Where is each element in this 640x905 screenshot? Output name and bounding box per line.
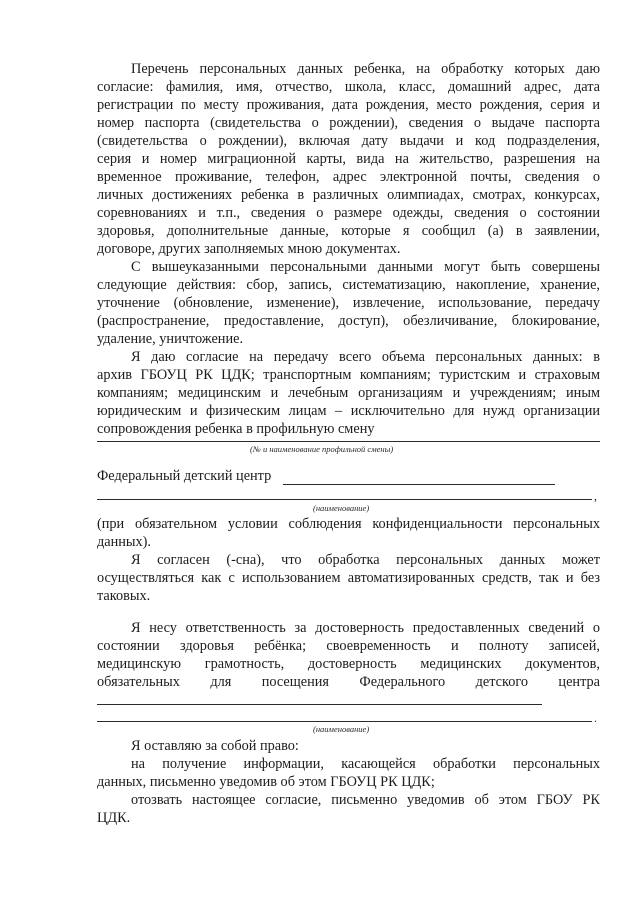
paragraph-1-line: регистрации по месту проживания, дата рождения, место рождения, серия и: [97, 97, 600, 113]
paragraph-7-line: данных, письменно уведомив об этом ГБОУЦ РК ЦДК;: [97, 774, 435, 790]
paragraph-1-line: согласие: фамилия, имя, отчество, школа, класс, домашний адрес, дата: [97, 79, 600, 95]
paragraph-2-line: уточнение (обновление, изменение), извлечение, использование, передачу: [97, 295, 600, 311]
paragraph-6-line: обязательных для посещения Федерального детского центра: [97, 674, 600, 690]
paragraph-7-line: Я оставляю за собой право:: [131, 738, 299, 754]
paragraph-7-line: отозвать настоящее согласие, письменно уведомив об этом ГБОУ РК: [131, 792, 600, 808]
paragraph-1-line: номер паспорта (свидетельства о рождении), сведения о выдаче паспорта: [97, 115, 600, 131]
paragraph-1-line: Перечень персональных данных ребенка, на обработку которых даю: [131, 61, 600, 77]
center-name-blank-line-2: [97, 499, 592, 500]
center-name-caption-2: (наименование): [313, 724, 370, 734]
paragraph-3-line: компаниям; медицинским и лечебным организациям и учреждениям; иным: [97, 385, 600, 401]
shift-name-blank-line: [97, 441, 600, 442]
paragraph-1-line: (свидетельства о рождении), включая дату выдачи и код подразделения,: [97, 133, 600, 149]
paragraph-2-line: С вышеуказанными персональными данными могут быть совершены: [131, 259, 600, 275]
paragraph-3-line: сопровождения ребенка в профильную смену: [97, 421, 375, 437]
center-name-blank-line-3: [97, 704, 542, 705]
center-name-blank-line-4: [97, 721, 592, 722]
paragraph-2-line: удаление, уничтожение.: [97, 331, 244, 347]
paragraph-7-line: на получение информации, касающейся обработки персональных: [131, 756, 600, 772]
paragraph-3-line: юридическим и физическим лицам – исключительно для нужд организации: [97, 403, 600, 419]
paragraph-1-line: временное проживание, телефон, адрес электронной почты, сведения о: [97, 169, 600, 185]
paragraph-6-line: Я несу ответственность за достоверность предоставленных сведений о: [131, 620, 600, 636]
paragraph-1-line: здоровья, дополнительные данные, которые я сообщил (а) в заявлении,: [97, 223, 600, 239]
line-end-dot: .: [594, 711, 597, 725]
line-end-dot: ,: [594, 489, 597, 503]
paragraph-5-line: осуществляться как с использованием автоматизированных средств, так и без: [97, 570, 600, 586]
center-label: Федеральный детский центр: [97, 468, 272, 484]
paragraph-4-line: (при обязательном условии соблюдения конфиденциальности персональных: [97, 516, 600, 532]
center-name-blank-line: [283, 484, 555, 485]
paragraph-6-line: медицинскую грамотность, достоверность медицинских документов,: [97, 656, 600, 672]
paragraph-3-line: архив ГБОУЦ РК ЦДК; транспортным компаниям; туристским и страховым: [97, 367, 600, 383]
paragraph-5-line: Я согласен (-сна), что обработка персональных данных может: [131, 552, 600, 568]
paragraph-5-line: таковых.: [97, 588, 151, 604]
paragraph-2-line: следующие действия: сбор, запись, систематизацию, накопление, хранение,: [97, 277, 600, 293]
paragraph-2-line: (распространение, предоставление, доступ), обезличивание, блокирование,: [97, 313, 600, 329]
paragraph-3-line: Я даю согласие на передачу всего объема персональных данных: в: [131, 349, 600, 365]
shift-name-caption: (№ и наименование профильной смены): [250, 444, 394, 454]
center-name-caption: (наименование): [313, 503, 370, 513]
paragraph-4-line: данных).: [97, 534, 152, 550]
paragraph-7-line: ЦДК.: [97, 810, 131, 826]
paragraph-1-line: соревнованиях и т.п., сведения о размере одежды, сведения о состоянии: [97, 205, 600, 221]
paragraph-6-line: состоянии здоровья ребёнка; своевременность и полноту записей,: [97, 638, 600, 654]
paragraph-1-line: договоре, других заполняемых мною документах.: [97, 241, 401, 257]
paragraph-1-line: серия и номер миграционной карты, вида на жительство, разрешения на: [97, 151, 600, 167]
paragraph-1-line: личных достижениях ребенка в различных олимпиадах, смотрах, конкурсах,: [97, 187, 600, 203]
